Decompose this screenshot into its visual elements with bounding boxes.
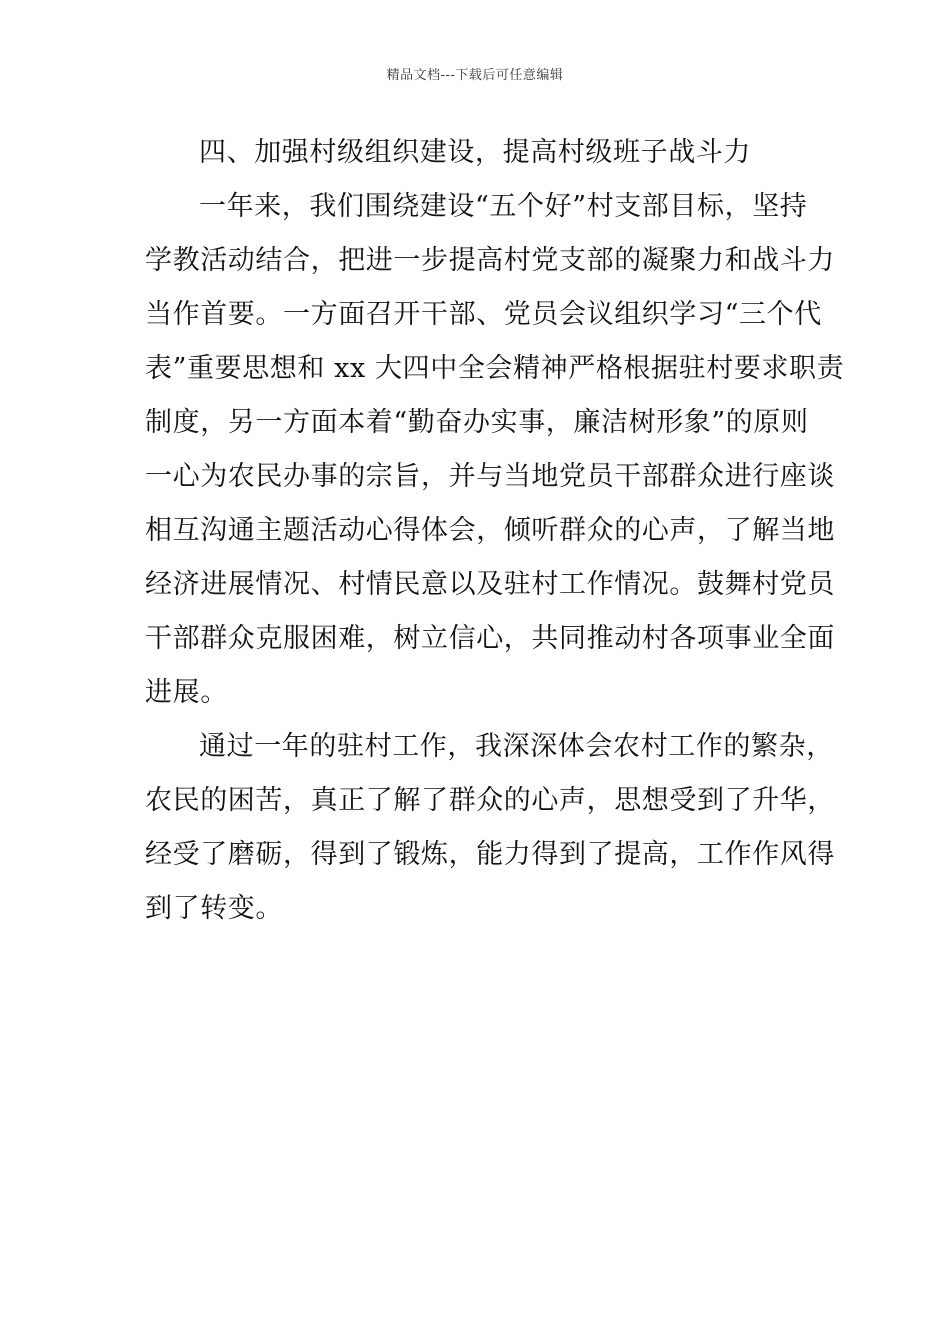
- paragraph-line: 经受了磨砺，得到了锻炼，能力得到了提高，工作作风得: [145, 839, 835, 870]
- section-heading: 四、加强村级组织建设，提高村级班子战斗力: [199, 137, 751, 168]
- paragraph-line: 相互沟通主题活动心得体会，倾听群众的心声，了解当地: [145, 515, 835, 546]
- paragraph-2: [145, 720, 835, 936]
- paragraph-line: 一年来，我们围绕建设“五个好”村支部目标，坚持: [199, 191, 808, 222]
- paragraph-line: 通过一年的驻村工作，我深深体会农村工作的繁杂，: [199, 731, 834, 762]
- paragraph-line: 农民的困苦，真正了解了群众的心声，思想受到了升华，: [145, 785, 835, 816]
- document-body: [145, 126, 845, 936]
- paragraph-line: 制度，另一方面本着“勤奋办实事，廉洁树形象”的原则: [145, 407, 809, 438]
- paragraph-line: 干部群众克服困难，树立信心，共同推动村各项事业全面: [145, 623, 835, 654]
- paragraph-line: 进展。: [145, 677, 228, 708]
- page-header: 精品文档---下载后可任意编辑: [386, 68, 564, 83]
- paragraph-1: [145, 180, 845, 720]
- paragraph-line: 学教活动结合，把进一步提高村党支部的凝聚力和战斗力: [145, 245, 835, 276]
- paragraph-line: 当作首要。一方面召开干部、党员会议组织学习“三个代: [145, 299, 822, 330]
- paragraph-line: 到了转变。: [145, 893, 283, 924]
- paragraph-line: 表”重要思想和 xx 大四中全会精神严格根据驻村要求职责: [145, 353, 845, 384]
- paragraph-line: 经济进展情况、村情民意以及驻村工作情况。鼓舞村党员: [145, 569, 835, 600]
- paragraph-line: 一心为农民办事的宗旨，并与当地党员干部群众进行座谈: [145, 461, 835, 492]
